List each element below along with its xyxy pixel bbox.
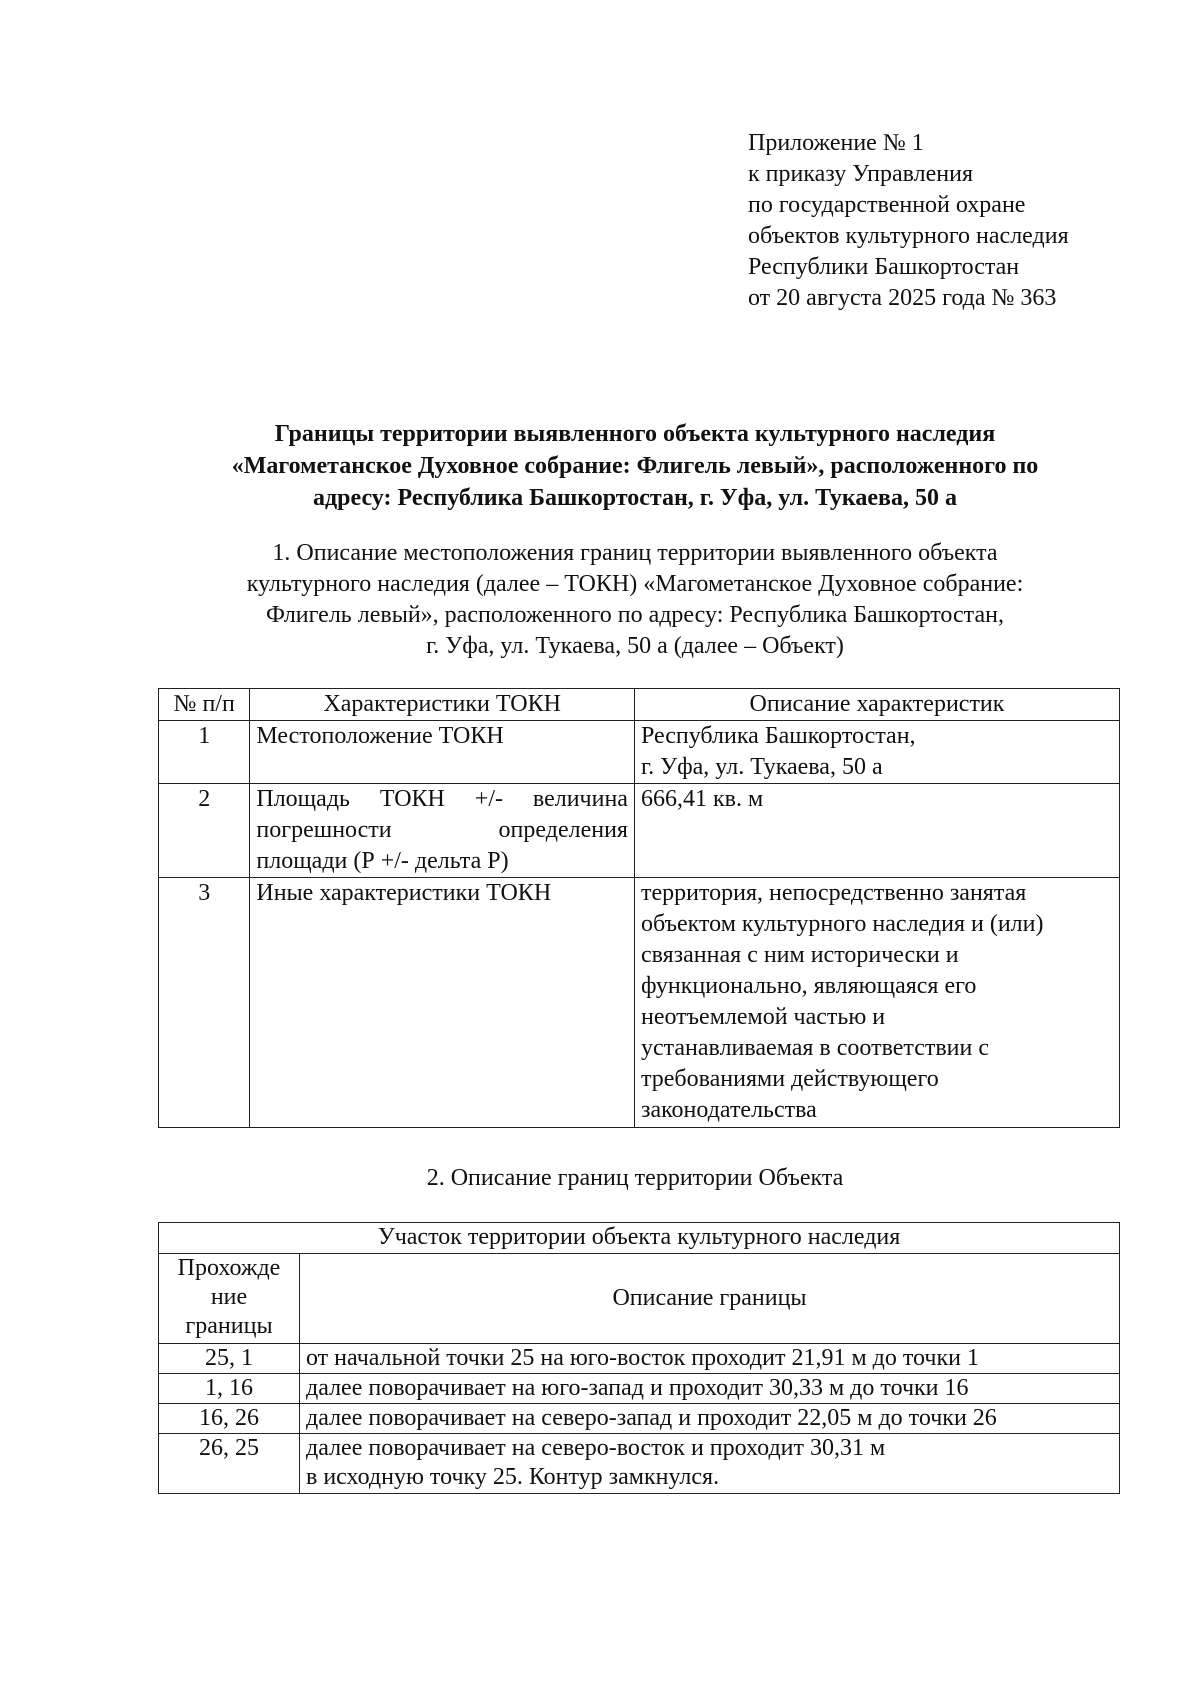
column-header-pass [159,1254,300,1344]
row-characteristic: Местоположение ТОКН [250,721,635,784]
section1-heading-line: Флигель левый», расположенного по адресу: Республика Башкортостан, [266,602,1004,628]
document-title [150,418,1120,514]
section1-heading [150,538,1120,662]
row-number: 1 [159,721,250,784]
title-line: Границы территории выявленного объекта культурного наследия [274,421,996,447]
appendix-line: Приложение № 1 [748,130,924,156]
description-line: объектом культурного наследия и (или) [640,911,1044,937]
table-header-row [159,1254,1120,1344]
column-header-number: № п/п [159,689,250,721]
row-boundary-description: далее поворачивает на юго-запад и проходит 30,33 м до точки 16 [300,1374,1120,1404]
description-line: устанавливаемая в соответствии с [640,1035,990,1061]
row-description [634,878,1119,1128]
table-row [159,1344,1120,1374]
section1-heading-line: 1. Описание местоположения границ территории выявленного объекта [272,540,998,566]
row-pass: 26, 25 [159,1434,300,1494]
row-description [634,721,1119,784]
characteristic-line: площади (Р +/- дельта Р) [256,848,509,874]
boundaries-table-caption: Участок территории объекта культурного наследия [159,1223,1120,1254]
section1-heading-line: г. Уфа, ул. Тукаева, 50 а (далее – Объект) [426,633,844,659]
table-row [159,1434,1120,1494]
description-line: требованиями действующего [640,1066,939,1092]
appendix-line: от 20 августа 2025 года № 363 [748,285,1057,311]
table-row [159,721,1120,784]
description-line: неотъемлемой частью и [640,1004,886,1030]
row-boundary-description: далее поворачивает на северо-запад и проходит 22,05 м до точки 26 [300,1404,1120,1434]
table-row [159,784,1120,878]
title-line: адресу: Республика Башкортостан, г. Уфа, ул. Тукаева, 50 а [313,485,957,511]
row-pass: 25, 1 [159,1344,300,1374]
row-description: 666,41 кв. м [634,784,1119,878]
column-header-characteristics: Характеристики ТОКН [250,689,635,721]
table-row [159,1404,1120,1434]
row-boundary-description: от начальной точки 25 на юго-восток проходит 21,91 м до точки 1 [300,1344,1120,1374]
description-line: территория, непосредственно занятая [640,880,1027,906]
boundary-description-line: далее поворачивает на северо-восток и проходит 30,31 м [306,1435,886,1461]
description-line: Республика Башкортостан, [640,723,916,749]
characteristics-table [158,688,1120,1128]
description-line: законодательства [640,1097,817,1123]
characteristic-line: погрешности определения [256,817,628,843]
row-characteristic [250,784,635,878]
row-pass: 16, 26 [159,1404,300,1434]
table-row [159,878,1120,1128]
table-row [159,1374,1120,1404]
row-number: 2 [159,784,250,878]
column-header-boundary-description: Описание границы [300,1254,1120,1344]
row-boundary-description [300,1434,1120,1494]
description-line: функционально, являющаяся его [640,973,977,999]
boundary-description-line: в исходную точку 25. Контур замкнулся. [306,1464,720,1490]
row-characteristic: Иные характеристики ТОКН [250,878,635,1128]
section1-heading-line: культурного наследия (далее – ТОКН) «Магометанское Духовное собрание: [246,571,1024,597]
description-line: г. Уфа, ул. Тукаева, 50 а [640,754,883,780]
row-number: 3 [159,878,250,1128]
appendix-line: Республики Башкортостан [748,254,1020,280]
column-header-description: Описание характеристик [634,689,1119,721]
boundaries-table [158,1222,1120,1494]
row-pass: 1, 16 [159,1374,300,1404]
section2-heading: 2. Описание границ территории Объекта [426,1165,844,1191]
appendix-line: объектов культурного наследия [748,223,1069,249]
header-pass-line: Прохожде [177,1255,281,1281]
title-line: «Магометанское Духовное собрание: Флигель левый», расположенного по [231,453,1039,479]
header-pass-line: границы [185,1313,273,1339]
appendix-line: по государственной охране [748,192,1026,218]
description-line: связанная с ним исторически и [640,942,959,968]
header-pass-line: ние [210,1284,248,1310]
table-header-row [159,689,1120,721]
appendix-header [748,128,1148,314]
appendix-line: к приказу Управления [748,161,974,187]
table-caption-row [159,1223,1120,1254]
characteristic-line: Площадь ТОКН +/- величина [256,786,628,812]
